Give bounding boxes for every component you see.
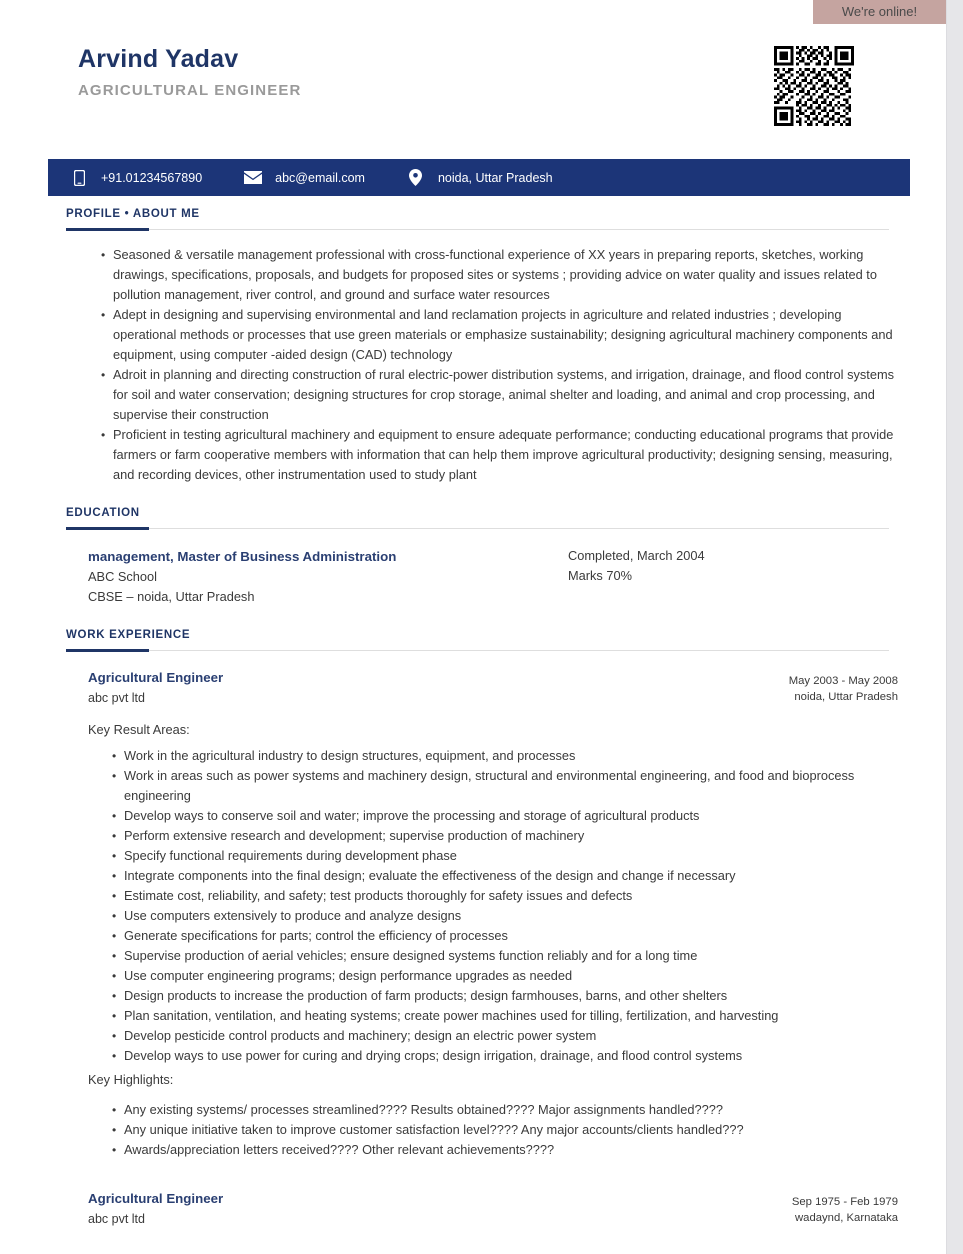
section-title-work: WORK EXPERIENCE xyxy=(66,629,191,641)
education-board: CBSE – noida, Uttar Pradesh xyxy=(88,589,255,604)
work-entry-meta xyxy=(792,1188,898,1226)
education-entry-right xyxy=(568,546,898,607)
education-status: Completed, March 2004 xyxy=(568,548,705,563)
section-divider-work xyxy=(66,650,889,651)
list-item: • Plan sanitation, ventilation, and heating systems; create power machines used for tilling, fertilization, and harvesting xyxy=(110,1006,900,1026)
education-degree: management, Master of Business Administration xyxy=(88,549,397,564)
list-item: • Design products to increase the production of farm products; design farmhouses, barns, and other shelters xyxy=(110,986,900,1006)
section-divider-education xyxy=(66,528,889,529)
list-item: • Awards/appreciation letters received???? Other relevant achievements???? xyxy=(110,1140,900,1160)
section-education xyxy=(66,507,898,607)
list-item: • Generate specifications for parts; control the efficiency of processes xyxy=(110,926,900,946)
resume-header xyxy=(0,0,946,126)
phone-icon xyxy=(68,170,90,186)
work-role: Agricultural Engineer xyxy=(88,670,224,685)
list-item: • Supervise production of aerial vehicles; ensure designed systems function reliably and for a long time xyxy=(110,946,900,966)
qr-code-icon xyxy=(774,46,854,126)
key-highlights-list xyxy=(110,1100,900,1160)
work-dates: May 2003 - May 2008 xyxy=(788,675,898,687)
list-item: • Perform extensive research and development; supervise production of machinery xyxy=(110,826,900,846)
list-item: • Seasoned & versatile management professional with cross-functional experience of XX years in preparing reports, sketches, working drawings, specifications, proposals, and budgets for proposed sites or systems ; providing advice on water quality and issues related to pollution management, river control, and ground and surface water resources xyxy=(99,245,899,305)
contact-email-text: abc@email.com xyxy=(275,170,365,185)
list-item: • Develop pesticide control products and machinery; design an electric power system xyxy=(110,1026,900,1046)
work-entry xyxy=(66,667,898,1160)
list-item: • Adept in designing and supervising environmental and land reclamation projects in agriculture and related industries ; developing operational methods or processes that use green materials or emphasize sustainability; designing agricultural machinery components and equipment, using computer -aided design (CAD) technology xyxy=(99,305,899,365)
list-item: • Work in the agricultural industry to design structures, equipment, and processes xyxy=(110,746,900,766)
contact-phone[interactable] xyxy=(68,170,202,186)
list-item: • Work in areas such as power systems and machinery design, structural and environmental engineering, and food and bioprocess engineering xyxy=(110,766,900,806)
section-divider-profile xyxy=(66,229,889,230)
contact-email[interactable] xyxy=(242,171,365,185)
profile-bullet-list xyxy=(99,245,899,485)
contact-bar xyxy=(48,159,910,196)
section-title-profile: PROFILE • ABOUT ME xyxy=(66,208,200,220)
work-location: wadaynd, Karnataka xyxy=(795,1212,898,1224)
key-highlights-label: Key Highlights: xyxy=(88,1072,174,1087)
education-entry-left xyxy=(88,546,568,607)
candidate-name: Arvind Yadav xyxy=(78,45,239,73)
chat-widget-banner[interactable]: We're online! xyxy=(813,0,946,24)
work-role: Agricultural Engineer xyxy=(88,1191,224,1206)
work-entry xyxy=(66,1188,898,1229)
contact-location-text: noida, Uttar Pradesh xyxy=(437,170,553,185)
list-item: • Estimate cost, reliability, and safety; test products thoroughly for safety issues and defects xyxy=(110,886,900,906)
work-entry-header xyxy=(88,1188,898,1229)
work-entry-identity xyxy=(88,667,223,708)
map-pin-icon xyxy=(405,169,427,186)
key-result-areas-list xyxy=(110,746,900,1066)
work-company: abc pvt ltd xyxy=(88,691,145,705)
candidate-job-title: AGRICULTURAL ENGINEER xyxy=(78,82,302,100)
section-spacer xyxy=(66,485,898,507)
list-item: • Adroit in planning and directing construction of rural electric-power distribution systems, and irrigation, drainage, and flood control systems for soil and water conservation; designing structures for crop storage, animal shelter and loading, and animal and crop processing, and supervise their construction xyxy=(99,365,899,425)
list-item: • Develop ways to conserve soil and water; improve the processing and storage of agricultural products xyxy=(110,806,900,826)
education-marks: Marks 70% xyxy=(568,568,633,583)
education-entry xyxy=(66,546,898,607)
list-item: • Use computers extensively to produce and analyze designs xyxy=(110,906,900,926)
list-item: • Use computer engineering programs; design performance upgrades as needed xyxy=(110,966,900,986)
work-dates: Sep 1975 - Feb 1979 xyxy=(791,1196,898,1208)
vertical-scrollbar[interactable] xyxy=(946,0,963,1254)
list-item: • Integrate components into the final design; evaluate the effectiveness of the design and change if necessary xyxy=(110,866,900,886)
list-item: • Any existing systems/ processes streamlined???? Results obtained???? Major assignments handled???? xyxy=(110,1100,900,1120)
work-entry-header xyxy=(88,667,898,708)
key-result-areas-label: Key Result Areas: xyxy=(88,722,190,737)
list-item: • Specify functional requirements during development phase xyxy=(110,846,900,866)
list-item: • Proficient in testing agricultural machinery and equipment to ensure adequate performance; conducting educational programs that provide farmers or farm cooperative members with information that can help them improve agricultural productivity; designing sensing, measuring, and recording devices, other instrumentation used to study plant xyxy=(99,425,899,485)
section-profile xyxy=(66,208,898,485)
work-location: noida, Uttar Pradesh xyxy=(794,691,898,703)
header-identity xyxy=(78,44,301,99)
section-title-education: EDUCATION xyxy=(66,507,140,519)
resume-content xyxy=(0,208,946,1229)
section-work-experience xyxy=(66,629,898,1229)
work-entry-meta xyxy=(789,667,898,705)
envelope-icon xyxy=(242,171,264,184)
list-item: • Develop ways to use power for curing and drying crops; design irrigation, drainage, and flood control systems xyxy=(110,1046,900,1066)
contact-location[interactable] xyxy=(405,169,553,186)
education-school: ABC School xyxy=(88,569,157,584)
work-company: abc pvt ltd xyxy=(88,1212,145,1226)
contact-phone-text: +91.01234567890 xyxy=(101,170,203,185)
list-item: • Any unique initiative taken to improve customer satisfaction level???? Any major accounts/clients handled??? xyxy=(110,1120,900,1140)
section-spacer xyxy=(66,607,898,629)
work-entry-identity xyxy=(88,1188,223,1229)
